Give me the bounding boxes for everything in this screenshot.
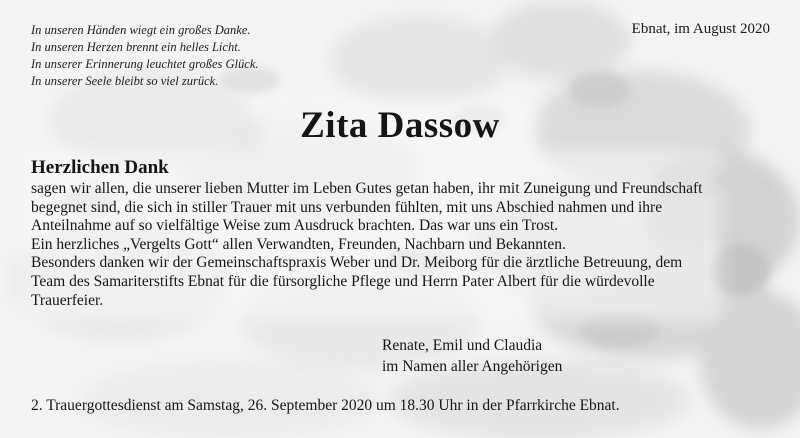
signature-line: im Namen aller Angehörigen <box>382 358 563 375</box>
text-line: sagen wir allen, die unserer lieben Mutter im Leben Gutes getan haben, ihr mit Zuneigung und Freundschaft <box>31 180 703 197</box>
signature-block <box>382 335 562 377</box>
place-date: Ebnat, im August 2020 <box>631 21 770 37</box>
poem-line: In unserer Erinnerung leuchtet großes Glück. <box>31 57 259 71</box>
text-line: Ein herzliches „Vergelts Gott“ allen Verwandten, Freunden, Nachbarn und Bekannten. <box>31 235 566 253</box>
thanks-heading: Herzlichen Dank <box>31 157 169 178</box>
text-line: Team des Samariterstifts Ebnat für die fürsorgliche Pflege und Herrn Pater Albert für die würdevolle <box>31 272 655 290</box>
text-line: Anteilnahme auf so vielfältige Weise zum Ausdruck brachten. Das war uns ein Trost. <box>31 217 559 235</box>
text-line: Besonders danken wir der Gemeinschaftspraxis Weber und Dr. Meiborg für die ärztliche Betreuung, dem <box>31 254 683 272</box>
signature-line: Renate, Emil und Claudia <box>382 337 543 354</box>
poem-line: In unseren Händen wiegt ein großes Danke. <box>31 23 251 37</box>
text-line: Trauerfeier. <box>31 291 104 309</box>
service-note: 2. Trauergottesdienst am Samstag, 26. September 2020 um 18.30 Uhr in der Pfarrkirche Ebnat. <box>31 397 620 414</box>
deceased-name: Zita Dassow <box>300 105 500 146</box>
thanks-text <box>31 180 781 310</box>
text-line: begegnet sind, die sich in stiller Trauer mit uns verbunden fühlten, mit uns Abschied nahmen und ihre <box>31 198 663 216</box>
poem-line: In unserer Seele bleibt so viel zurück. <box>31 74 219 88</box>
poem-line: In unseren Herzen brennt ein helles Licht. <box>31 40 241 54</box>
poem-verse <box>31 22 259 90</box>
